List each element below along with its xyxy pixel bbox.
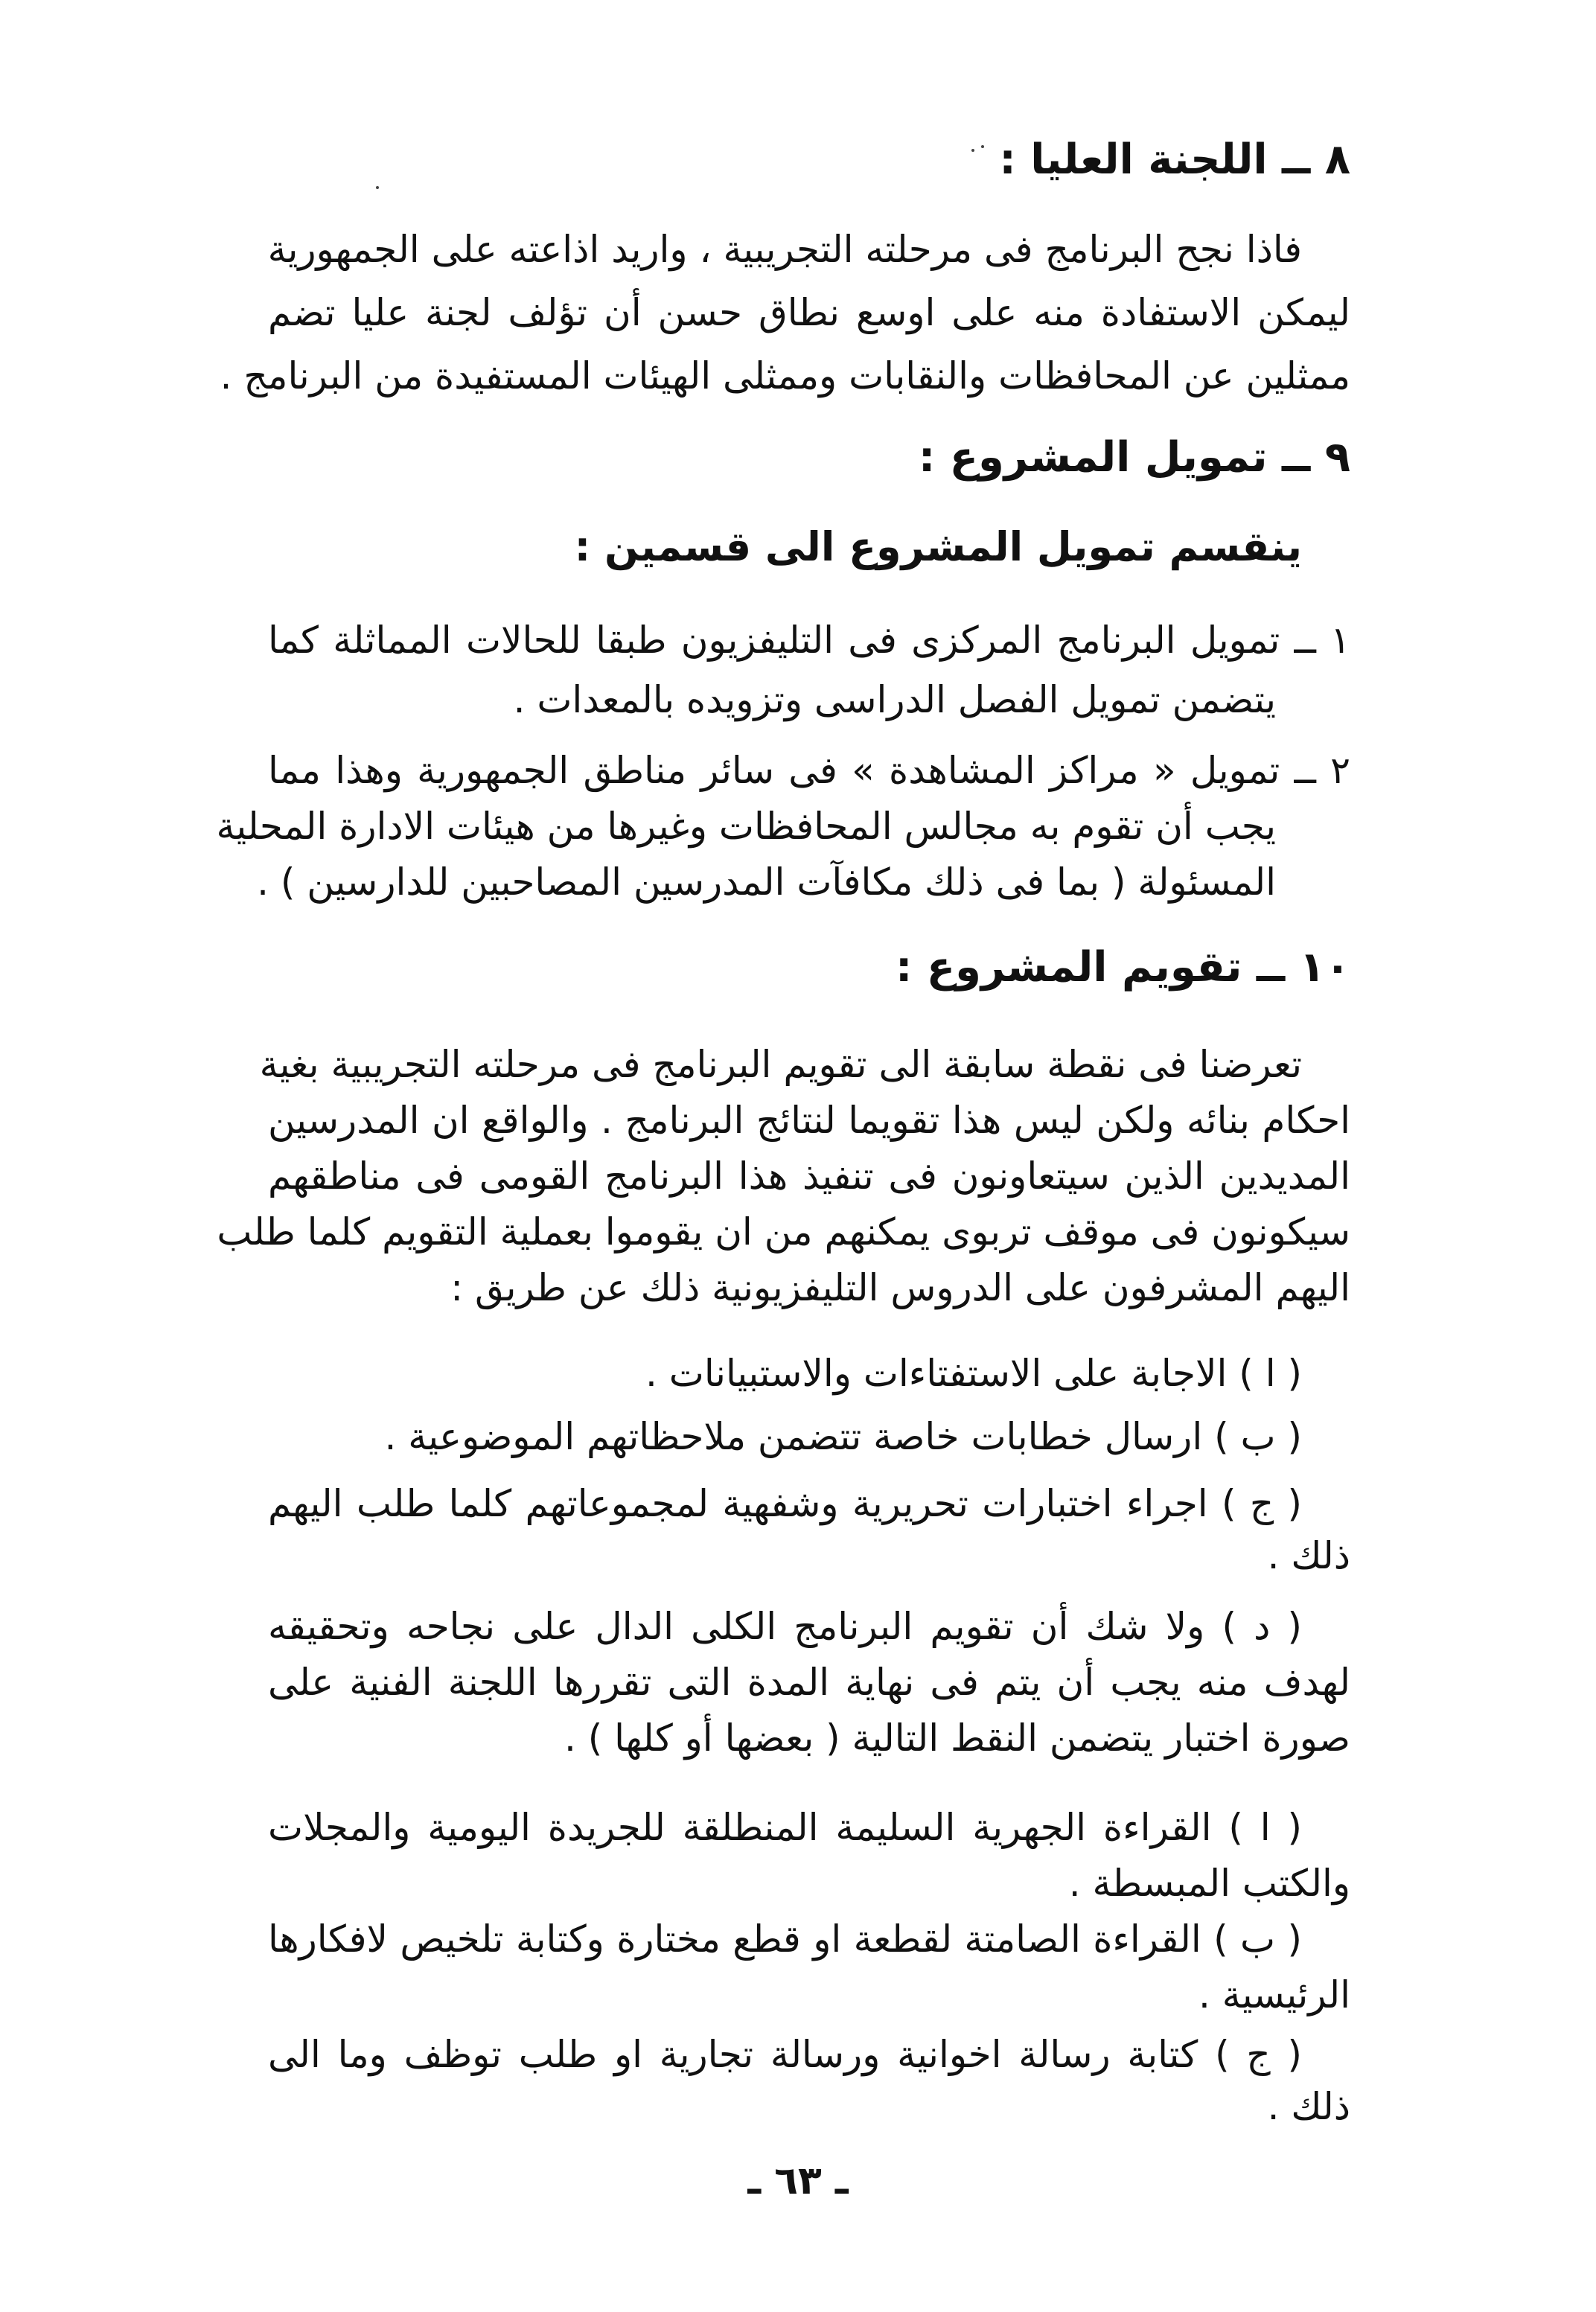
- list-item-continuation: يجب أن تقوم به مجالس المحافظات وغيرها من هيئات الادارة المحلية: [216, 805, 1276, 848]
- list-item: ( ج ) اجراء اختبارات تحريرية وشفهية لمجموعاتهم كلما طلب اليهم: [268, 1482, 1302, 1525]
- section-heading-10: ١٠ ــ تقويم المشروع :: [895, 943, 1350, 991]
- list-item-continuation: ذلك .: [1267, 2085, 1350, 2128]
- section-heading-8: ٨ ــ اللجنة العليا :: [999, 135, 1350, 184]
- paragraph-line: المديدين الذين سيتعاونون فى تنفيذ هذا البرنامج القومى فى مناطقهم: [268, 1155, 1350, 1198]
- paragraph-line: تعرضنا فى نقطة سابقة الى تقويم البرنامج فى مرحلته التجريبية بغية: [259, 1043, 1302, 1086]
- list-item: ( ج ) كتابة رسالة اخوانية ورسالة تجارية او طلب توظف وما الى: [268, 2033, 1302, 2076]
- section-heading-9: ٩ ــ تمويل المشروع :: [918, 433, 1350, 482]
- list-item-continuation: ذلك .: [1267, 1534, 1350, 1577]
- list-item: ٢ ــ تمويل « مراكز المشاهدة » فى سائر مناطق الجمهورية وهذا مما: [268, 749, 1350, 792]
- page-number: ـ ٦٣ ـ: [747, 2159, 849, 2203]
- list-item-continuation: المسئولة ( بما فى ذلك مكافآت المدرسين المصاحبين للدارسين ) .: [257, 860, 1276, 904]
- paragraph-line: سيكونون فى موقف تربوى يمكنهم من ان يقوموا بعملية التقويم كلما طلب: [217, 1210, 1350, 1254]
- list-item-continuation: والكتب المبسطة .: [1068, 1862, 1350, 1905]
- paragraph-line: ممثلين عن المحافظات والنقابات وممثلى الهيئات المستفيدة من البرنامج .: [220, 354, 1350, 397]
- paragraph-line: ( د ) ولا شك أن تقويم البرنامج الكلى الدال على نجاحه وتحقيقه: [268, 1605, 1302, 1648]
- list-item-continuation: الرئيسية .: [1198, 1973, 1350, 2016]
- paragraph-line: احكام بنائه ولكن ليس هذا تقويما لنتائج البرنامج . والواقع ان المدرسين: [268, 1099, 1350, 1142]
- paragraph-line: اليهم المشرفون على الدروس التليفزيونية ذلك عن طريق :: [450, 1266, 1350, 1309]
- paragraph-line: لهدف منه يجب أن يتم فى نهاية المدة التى تقررها اللجنة الفنية على: [268, 1661, 1350, 1704]
- scan-speck: [971, 149, 974, 152]
- list-item: ١ ــ تمويل البرنامج المركزى فى التليفزيون طبقا للحالات المماثلة كما: [268, 619, 1350, 662]
- list-item: ( ب ) القراءة الصامتة لقطعة او قطع مختارة وكتابة تلخيص لافكارها: [268, 1917, 1302, 1961]
- scan-speck: [981, 145, 984, 148]
- list-item: ( ا ) القراءة الجهرية السليمة المنطلقة للجريدة اليومية والمجلات: [268, 1806, 1302, 1849]
- subheading: ينقسم تمويل المشروع الى قسمين :: [574, 523, 1302, 570]
- list-item-continuation: يتضمن تمويل الفصل الدراسى وتزويده بالمعدات .: [513, 678, 1276, 721]
- list-item: ( ب ) ارسال خطابات خاصة تتضمن ملاحظاتهم الموضوعية .: [384, 1415, 1302, 1458]
- paragraph-line: صورة اختبار يتضمن النقط التالية ( بعضها أو كلها ) .: [564, 1717, 1350, 1760]
- scan-speck: [376, 186, 379, 189]
- list-item: ( ا ) الاجابة على الاستفتاءات والاستبيانات .: [645, 1352, 1302, 1395]
- paragraph-line: فاذا نجح البرنامج فى مرحلته التجريبية ، واريد اذاعته على الجمهورية: [267, 228, 1302, 271]
- paragraph-line: ليمكن الاستفادة منه على اوسع نطاق حسن أن تؤلف لجنة عليا تضم: [268, 291, 1350, 334]
